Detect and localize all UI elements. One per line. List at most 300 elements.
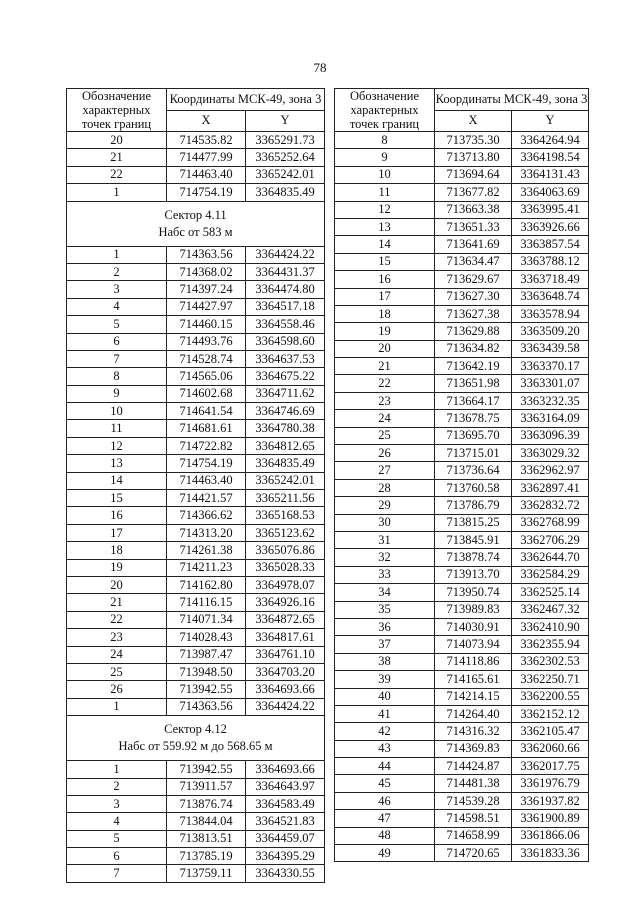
table-row bbox=[67, 166, 325, 183]
x-coordinate-cell: 713759.11 bbox=[167, 865, 246, 882]
y-coordinate-cell: 3363578.94 bbox=[512, 305, 589, 322]
point-id-cell: 43 bbox=[335, 740, 435, 757]
y-coordinate-cell: 3364521.83 bbox=[246, 813, 325, 830]
table-row bbox=[335, 358, 589, 375]
x-coordinate-cell: 713813.51 bbox=[167, 830, 246, 847]
table-row bbox=[335, 201, 589, 218]
table-row bbox=[67, 795, 325, 812]
y-coordinate-cell: 3364643.97 bbox=[246, 778, 325, 795]
sector-title: Сектор 4.11 bbox=[164, 207, 227, 222]
x-coordinate-cell: 713736.64 bbox=[435, 462, 512, 479]
x-coordinate-cell: 714366.62 bbox=[167, 507, 246, 524]
point-id-cell: 16 bbox=[335, 271, 435, 288]
table-row bbox=[335, 810, 589, 827]
table-row bbox=[67, 542, 325, 559]
point-id-cell: 21 bbox=[67, 149, 167, 166]
point-id-cell: 3 bbox=[67, 795, 167, 812]
table-row bbox=[67, 333, 325, 350]
point-id-cell: 18 bbox=[67, 542, 167, 559]
x-coordinate-cell: 714028.43 bbox=[167, 629, 246, 646]
point-id-cell: 34 bbox=[335, 584, 435, 601]
table-row bbox=[67, 830, 325, 847]
x-coordinate-cell: 713627.38 bbox=[435, 305, 512, 322]
y-coordinate-cell: 3363029.32 bbox=[512, 445, 589, 462]
x-coordinate-cell: 714211.23 bbox=[167, 559, 246, 576]
y-coordinate-cell: 3361900.89 bbox=[512, 810, 589, 827]
point-id-cell: 23 bbox=[335, 392, 435, 409]
table-row bbox=[67, 646, 325, 663]
table-row bbox=[335, 497, 589, 514]
point-id-cell: 22 bbox=[67, 166, 167, 183]
x-coordinate-cell: 713695.70 bbox=[435, 427, 512, 444]
table-row bbox=[67, 281, 325, 298]
y-coordinate-cell: 3363926.66 bbox=[512, 218, 589, 235]
x-coordinate-cell: 713629.67 bbox=[435, 271, 512, 288]
y-coordinate-cell: 3362355.94 bbox=[512, 636, 589, 653]
table-row bbox=[67, 559, 325, 576]
point-id-cell: 49 bbox=[335, 845, 435, 862]
table-row bbox=[335, 340, 589, 357]
x-coordinate-cell: 713760.58 bbox=[435, 479, 512, 496]
table-row bbox=[335, 636, 589, 653]
y-coordinate-cell: 3364395.29 bbox=[246, 848, 325, 865]
point-id-cell: 12 bbox=[67, 437, 167, 454]
table-row bbox=[335, 253, 589, 270]
y-coordinate-cell: 3364558.46 bbox=[246, 316, 325, 333]
table-row bbox=[335, 410, 589, 427]
page-number: 78 bbox=[313, 60, 327, 75]
point-id-cell: 22 bbox=[335, 375, 435, 392]
x-coordinate-cell: 714481.38 bbox=[435, 775, 512, 792]
point-id-cell: 39 bbox=[335, 671, 435, 688]
x-coordinate-cell: 713989.83 bbox=[435, 601, 512, 618]
table-row bbox=[335, 758, 589, 775]
table-row bbox=[67, 246, 325, 263]
point-id-cell: 25 bbox=[67, 663, 167, 680]
point-id-cell: 15 bbox=[67, 490, 167, 507]
x-coordinate-cell: 714424.87 bbox=[435, 758, 512, 775]
x-coordinate-cell: 714754.19 bbox=[167, 455, 246, 472]
y-coordinate-cell: 3364063.69 bbox=[512, 184, 589, 201]
left-table-body bbox=[67, 132, 325, 883]
sector-subtitle: Набс от 559.92 м до 568.65 м bbox=[118, 739, 273, 754]
table-row bbox=[67, 490, 325, 507]
table-row bbox=[67, 368, 325, 385]
point-id-cell: 45 bbox=[335, 775, 435, 792]
table-row bbox=[67, 316, 325, 333]
y-coordinate-cell: 3363232.35 bbox=[512, 392, 589, 409]
point-id-cell: 13 bbox=[67, 455, 167, 472]
y-coordinate-cell: 3362060.66 bbox=[512, 740, 589, 757]
x-coordinate-cell: 713634.82 bbox=[435, 340, 512, 357]
y-coordinate-cell: 3362962.97 bbox=[512, 462, 589, 479]
table-row bbox=[335, 723, 589, 740]
x-coordinate-cell: 714030.91 bbox=[435, 618, 512, 635]
point-id-cell: 12 bbox=[335, 201, 435, 218]
table-row bbox=[335, 792, 589, 809]
table-row bbox=[67, 350, 325, 367]
y-coordinate-cell: 3365168.53 bbox=[246, 507, 325, 524]
x-coordinate-cell: 714369.83 bbox=[435, 740, 512, 757]
point-id-cell: 40 bbox=[335, 688, 435, 705]
table-row bbox=[335, 132, 589, 149]
point-id-cell: 3 bbox=[67, 281, 167, 298]
x-coordinate-cell: 713642.19 bbox=[435, 358, 512, 375]
x-coordinate-cell: 714397.24 bbox=[167, 281, 246, 298]
table-row bbox=[335, 462, 589, 479]
x-coordinate-cell: 714565.06 bbox=[167, 368, 246, 385]
point-id-cell: 17 bbox=[335, 288, 435, 305]
table-row bbox=[67, 132, 325, 149]
x-coordinate-cell: 713876.74 bbox=[167, 795, 246, 812]
y-coordinate-cell: 3364746.69 bbox=[246, 403, 325, 420]
y-coordinate-cell: 3365242.01 bbox=[246, 166, 325, 183]
table-row bbox=[335, 445, 589, 462]
y-coordinate-cell: 3364131.43 bbox=[512, 166, 589, 183]
x-coordinate-cell: 714720.65 bbox=[435, 845, 512, 862]
header-designation: Обозначение характерных точек границ bbox=[67, 89, 167, 132]
y-coordinate-cell: 3364872.65 bbox=[246, 611, 325, 628]
table-row bbox=[335, 218, 589, 235]
table-row bbox=[335, 601, 589, 618]
point-id-cell: 4 bbox=[67, 813, 167, 830]
x-coordinate-cell: 713651.33 bbox=[435, 218, 512, 235]
point-id-cell: 1 bbox=[67, 246, 167, 263]
point-id-cell: 41 bbox=[335, 705, 435, 722]
point-id-cell: 1 bbox=[67, 761, 167, 778]
x-coordinate-cell: 714162.80 bbox=[167, 576, 246, 593]
y-coordinate-cell: 3361937.82 bbox=[512, 792, 589, 809]
y-coordinate-cell: 3365242.01 bbox=[246, 472, 325, 489]
y-coordinate-cell: 3364835.49 bbox=[246, 184, 325, 201]
header-x: X bbox=[167, 110, 246, 132]
y-coordinate-cell: 3362017.75 bbox=[512, 758, 589, 775]
y-coordinate-cell: 3365291.73 bbox=[246, 132, 325, 149]
x-coordinate-cell: 714363.56 bbox=[167, 698, 246, 715]
table-row bbox=[335, 775, 589, 792]
point-id-cell: 8 bbox=[67, 368, 167, 385]
x-coordinate-cell: 714754.19 bbox=[167, 184, 246, 201]
point-id-cell: 9 bbox=[67, 385, 167, 402]
x-coordinate-cell: 713677.82 bbox=[435, 184, 512, 201]
y-coordinate-cell: 3364761.10 bbox=[246, 646, 325, 663]
table-row bbox=[335, 618, 589, 635]
table-row bbox=[335, 323, 589, 340]
point-id-cell: 26 bbox=[67, 681, 167, 698]
point-id-cell: 19 bbox=[335, 323, 435, 340]
sector-subtitle: Набс от 583 м bbox=[158, 224, 233, 239]
table-row bbox=[67, 761, 325, 778]
point-id-cell: 21 bbox=[335, 358, 435, 375]
x-coordinate-cell: 713942.55 bbox=[167, 761, 246, 778]
x-coordinate-cell: 714598.51 bbox=[435, 810, 512, 827]
point-id-cell: 44 bbox=[335, 758, 435, 775]
table-row bbox=[67, 507, 325, 524]
x-coordinate-cell: 714313.20 bbox=[167, 524, 246, 541]
y-coordinate-cell: 3364583.49 bbox=[246, 795, 325, 812]
x-coordinate-cell: 714116.15 bbox=[167, 594, 246, 611]
y-coordinate-cell: 3362897.41 bbox=[512, 479, 589, 496]
point-id-cell: 20 bbox=[67, 132, 167, 149]
table-row bbox=[335, 653, 589, 670]
y-coordinate-cell: 3364517.18 bbox=[246, 298, 325, 315]
x-coordinate-cell: 714421.57 bbox=[167, 490, 246, 507]
x-coordinate-cell: 713950.74 bbox=[435, 584, 512, 601]
x-coordinate-cell: 713651.98 bbox=[435, 375, 512, 392]
point-id-cell: 47 bbox=[335, 810, 435, 827]
x-coordinate-cell: 714535.82 bbox=[167, 132, 246, 149]
point-id-cell: 19 bbox=[67, 559, 167, 576]
x-coordinate-cell: 714073.94 bbox=[435, 636, 512, 653]
x-coordinate-cell: 713785.19 bbox=[167, 848, 246, 865]
y-coordinate-cell: 3364198.54 bbox=[512, 149, 589, 166]
table-row bbox=[335, 271, 589, 288]
table-row bbox=[67, 263, 325, 280]
point-id-cell: 11 bbox=[335, 184, 435, 201]
x-coordinate-cell: 714261.38 bbox=[167, 542, 246, 559]
point-id-cell: 48 bbox=[335, 827, 435, 844]
sector-header-row bbox=[67, 716, 325, 761]
point-id-cell: 1 bbox=[67, 698, 167, 715]
table-row bbox=[67, 403, 325, 420]
header-y: Y bbox=[512, 110, 589, 132]
table-row bbox=[67, 149, 325, 166]
point-id-cell: 6 bbox=[67, 333, 167, 350]
point-id-cell: 20 bbox=[67, 576, 167, 593]
point-id-cell: 2 bbox=[67, 263, 167, 280]
table-row bbox=[335, 584, 589, 601]
table-row bbox=[67, 455, 325, 472]
y-coordinate-cell: 3363788.12 bbox=[512, 253, 589, 270]
y-coordinate-cell: 3364675.22 bbox=[246, 368, 325, 385]
x-coordinate-cell: 713715.01 bbox=[435, 445, 512, 462]
point-id-cell: 24 bbox=[67, 646, 167, 663]
table-row bbox=[335, 479, 589, 496]
table-row bbox=[67, 576, 325, 593]
point-id-cell: 16 bbox=[67, 507, 167, 524]
y-coordinate-cell: 3365211.56 bbox=[246, 490, 325, 507]
table-row bbox=[335, 514, 589, 531]
point-id-cell: 32 bbox=[335, 549, 435, 566]
table-row bbox=[335, 288, 589, 305]
y-coordinate-cell: 3364693.66 bbox=[246, 681, 325, 698]
x-coordinate-cell: 713627.30 bbox=[435, 288, 512, 305]
table-row bbox=[67, 778, 325, 795]
x-coordinate-cell: 714477.99 bbox=[167, 149, 246, 166]
x-coordinate-cell: 714493.76 bbox=[167, 333, 246, 350]
table-row bbox=[335, 531, 589, 548]
table-row bbox=[67, 184, 325, 201]
point-id-cell: 22 bbox=[67, 611, 167, 628]
y-coordinate-cell: 3361976.79 bbox=[512, 775, 589, 792]
sector-title: Сектор 4.12 bbox=[164, 722, 227, 737]
x-coordinate-cell: 713629.88 bbox=[435, 323, 512, 340]
point-id-cell: 27 bbox=[335, 462, 435, 479]
x-coordinate-cell: 714641.54 bbox=[167, 403, 246, 420]
y-coordinate-cell: 3362152.12 bbox=[512, 705, 589, 722]
y-coordinate-cell: 3363995.41 bbox=[512, 201, 589, 218]
x-coordinate-cell: 714264.40 bbox=[435, 705, 512, 722]
y-coordinate-cell: 3364711.62 bbox=[246, 385, 325, 402]
x-coordinate-cell: 714722.82 bbox=[167, 437, 246, 454]
point-id-cell: 7 bbox=[67, 350, 167, 367]
point-id-cell: 20 bbox=[335, 340, 435, 357]
x-coordinate-cell: 713913.70 bbox=[435, 566, 512, 583]
point-id-cell: 26 bbox=[335, 445, 435, 462]
x-coordinate-cell: 713942.55 bbox=[167, 681, 246, 698]
point-id-cell: 21 bbox=[67, 594, 167, 611]
y-coordinate-cell: 3362525.14 bbox=[512, 584, 589, 601]
point-id-cell: 38 bbox=[335, 653, 435, 670]
table-row bbox=[67, 865, 325, 882]
table-row bbox=[67, 524, 325, 541]
x-coordinate-cell: 714165.61 bbox=[435, 671, 512, 688]
x-coordinate-cell: 714214.15 bbox=[435, 688, 512, 705]
y-coordinate-cell: 3362584.29 bbox=[512, 566, 589, 583]
sector-header-row bbox=[67, 201, 325, 246]
x-coordinate-cell: 714427.97 bbox=[167, 298, 246, 315]
y-coordinate-cell: 3364459.07 bbox=[246, 830, 325, 847]
x-coordinate-cell: 714071.34 bbox=[167, 611, 246, 628]
x-coordinate-cell: 713641.69 bbox=[435, 236, 512, 253]
x-coordinate-cell: 714681.61 bbox=[167, 420, 246, 437]
x-coordinate-cell: 714658.99 bbox=[435, 827, 512, 844]
table-row bbox=[67, 385, 325, 402]
table-row bbox=[67, 813, 325, 830]
table-row bbox=[335, 566, 589, 583]
y-coordinate-cell: 3363096.39 bbox=[512, 427, 589, 444]
point-id-cell: 5 bbox=[67, 830, 167, 847]
table-row bbox=[67, 437, 325, 454]
y-coordinate-cell: 3364474.80 bbox=[246, 281, 325, 298]
point-id-cell: 36 bbox=[335, 618, 435, 635]
table-row bbox=[335, 671, 589, 688]
y-coordinate-cell: 3362467.32 bbox=[512, 601, 589, 618]
y-coordinate-cell: 3364926.16 bbox=[246, 594, 325, 611]
x-coordinate-cell: 713948.50 bbox=[167, 663, 246, 680]
point-id-cell: 17 bbox=[67, 524, 167, 541]
y-coordinate-cell: 3364598.60 bbox=[246, 333, 325, 350]
y-coordinate-cell: 3362706.29 bbox=[512, 531, 589, 548]
x-coordinate-cell: 714460.15 bbox=[167, 316, 246, 333]
x-coordinate-cell: 713878.74 bbox=[435, 549, 512, 566]
table-row bbox=[335, 375, 589, 392]
table-row bbox=[335, 705, 589, 722]
point-id-cell: 9 bbox=[335, 149, 435, 166]
y-coordinate-cell: 3363857.54 bbox=[512, 236, 589, 253]
point-id-cell: 7 bbox=[67, 865, 167, 882]
table-row bbox=[335, 305, 589, 322]
table-row bbox=[335, 827, 589, 844]
y-coordinate-cell: 3364431.37 bbox=[246, 263, 325, 280]
table-row bbox=[67, 848, 325, 865]
table-row bbox=[67, 420, 325, 437]
y-coordinate-cell: 3362832.72 bbox=[512, 497, 589, 514]
x-coordinate-cell: 713735.30 bbox=[435, 132, 512, 149]
point-id-cell: 10 bbox=[335, 166, 435, 183]
x-coordinate-cell: 713987.47 bbox=[167, 646, 246, 663]
y-coordinate-cell: 3362200.55 bbox=[512, 688, 589, 705]
y-coordinate-cell: 3363164.09 bbox=[512, 410, 589, 427]
point-id-cell: 31 bbox=[335, 531, 435, 548]
y-coordinate-cell: 3362250.71 bbox=[512, 671, 589, 688]
point-id-cell: 2 bbox=[67, 778, 167, 795]
x-coordinate-cell: 713664.17 bbox=[435, 392, 512, 409]
x-coordinate-cell: 714463.40 bbox=[167, 166, 246, 183]
point-id-cell: 28 bbox=[335, 479, 435, 496]
x-coordinate-cell: 713815.25 bbox=[435, 514, 512, 531]
point-id-cell: 14 bbox=[335, 236, 435, 253]
header-coordinates: Координаты МСК-49, зона 3 bbox=[167, 89, 325, 111]
y-coordinate-cell: 3364264.94 bbox=[512, 132, 589, 149]
point-id-cell: 11 bbox=[67, 420, 167, 437]
table-row bbox=[335, 184, 589, 201]
point-id-cell: 4 bbox=[67, 298, 167, 315]
x-coordinate-cell: 714528.74 bbox=[167, 350, 246, 367]
y-coordinate-cell: 3364424.22 bbox=[246, 698, 325, 715]
table-row bbox=[67, 629, 325, 646]
y-coordinate-cell: 3365252.64 bbox=[246, 149, 325, 166]
x-coordinate-cell: 714316.32 bbox=[435, 723, 512, 740]
x-coordinate-cell: 713786.79 bbox=[435, 497, 512, 514]
y-coordinate-cell: 3362768.99 bbox=[512, 514, 589, 531]
point-id-cell: 37 bbox=[335, 636, 435, 653]
table-row bbox=[335, 549, 589, 566]
x-coordinate-cell: 713694.64 bbox=[435, 166, 512, 183]
point-id-cell: 30 bbox=[335, 514, 435, 531]
y-coordinate-cell: 3362105.47 bbox=[512, 723, 589, 740]
table-row bbox=[67, 472, 325, 489]
point-id-cell: 46 bbox=[335, 792, 435, 809]
table-row bbox=[67, 663, 325, 680]
sector-header bbox=[67, 716, 325, 761]
point-id-cell: 42 bbox=[335, 723, 435, 740]
point-id-cell: 23 bbox=[67, 629, 167, 646]
x-coordinate-cell: 713844.04 bbox=[167, 813, 246, 830]
y-coordinate-cell: 3364637.53 bbox=[246, 350, 325, 367]
y-coordinate-cell: 3364978.07 bbox=[246, 576, 325, 593]
y-coordinate-cell: 3364780.38 bbox=[246, 420, 325, 437]
header-coordinates: Координаты МСК-49, зона 3 bbox=[435, 89, 589, 111]
table-row bbox=[67, 611, 325, 628]
table-row bbox=[335, 236, 589, 253]
y-coordinate-cell: 3364330.55 bbox=[246, 865, 325, 882]
point-id-cell: 5 bbox=[67, 316, 167, 333]
x-coordinate-cell: 714463.40 bbox=[167, 472, 246, 489]
y-coordinate-cell: 3363509.20 bbox=[512, 323, 589, 340]
point-id-cell: 24 bbox=[335, 410, 435, 427]
x-coordinate-cell: 713911.57 bbox=[167, 778, 246, 795]
x-coordinate-cell: 714363.56 bbox=[167, 246, 246, 263]
coordinates-table-left bbox=[66, 88, 325, 883]
header-designation: Обозначение характерных точек границ bbox=[335, 89, 435, 132]
point-id-cell: 1 bbox=[67, 184, 167, 201]
table-row bbox=[335, 845, 589, 862]
point-id-cell: 35 bbox=[335, 601, 435, 618]
y-coordinate-cell: 3365028.33 bbox=[246, 559, 325, 576]
header-x: X bbox=[435, 110, 512, 132]
table-row bbox=[335, 392, 589, 409]
table-row bbox=[335, 740, 589, 757]
x-coordinate-cell: 714118.86 bbox=[435, 653, 512, 670]
x-coordinate-cell: 713713.80 bbox=[435, 149, 512, 166]
table-row bbox=[335, 149, 589, 166]
y-coordinate-cell: 3364424.22 bbox=[246, 246, 325, 263]
x-coordinate-cell: 714602.68 bbox=[167, 385, 246, 402]
x-coordinate-cell: 713845.91 bbox=[435, 531, 512, 548]
y-coordinate-cell: 3363439.58 bbox=[512, 340, 589, 357]
point-id-cell: 8 bbox=[335, 132, 435, 149]
